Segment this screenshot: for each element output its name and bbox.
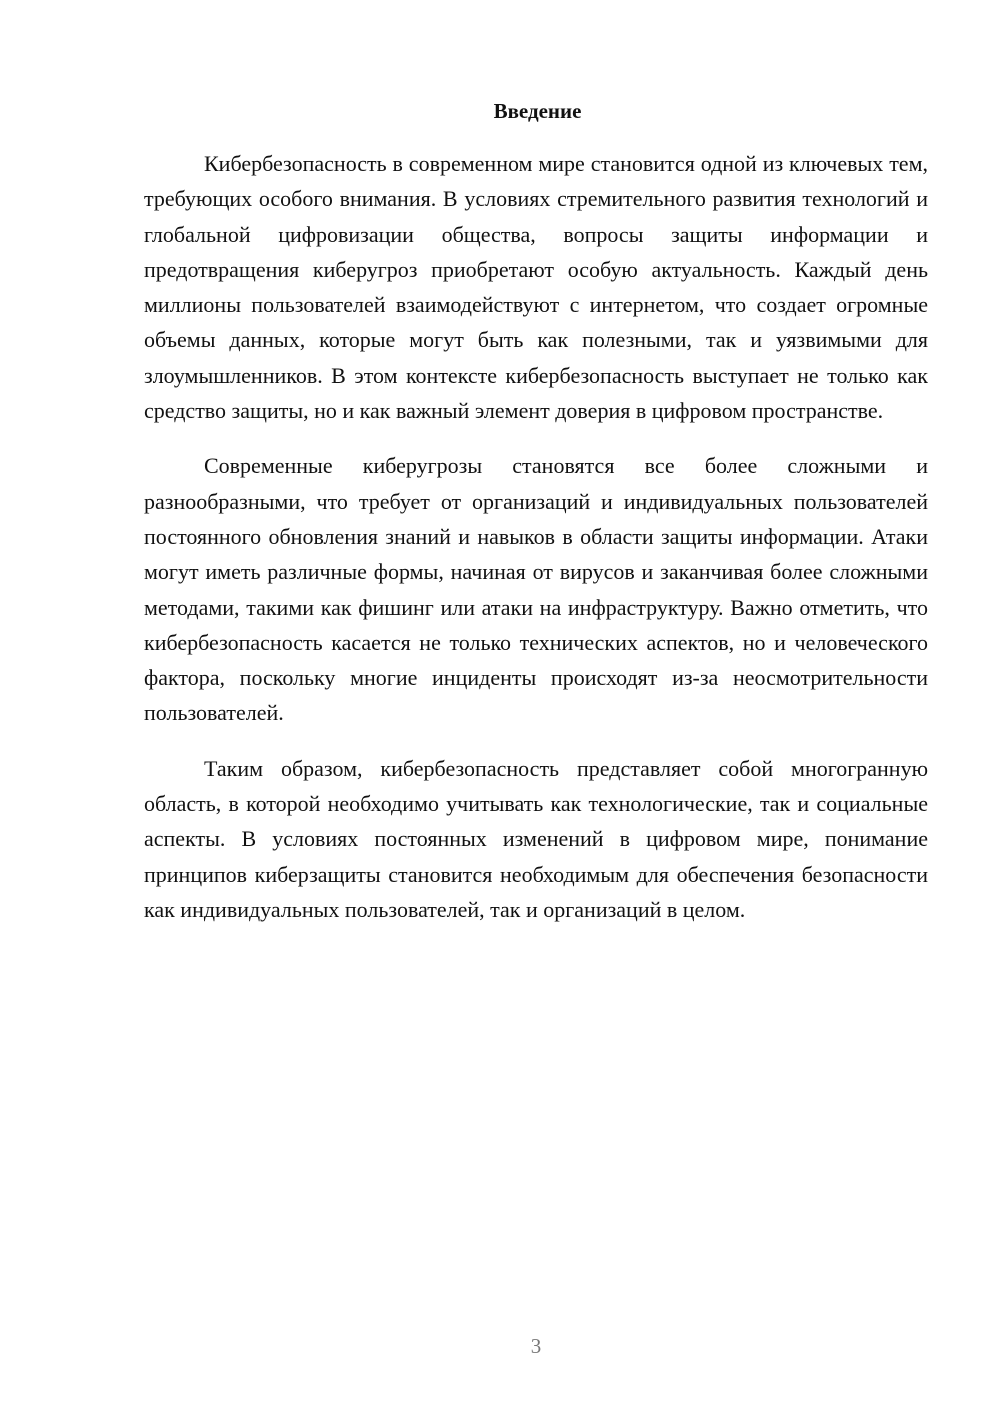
section-title: Введение <box>493 99 582 123</box>
paragraph-2: Современные киберугрозы становятся все более сложными и разнообразными, что требует от организаций и индивидуальных пользователей постоянного обновления знаний и навыков в области защиты информации. Атаки могут иметь различные формы, начиная от вирусов и заканчивая более сложными методами, такими как фишинг или атаки на инфраструктуру. Важно отметить, что кибербезопасность касается не только технических аспектов, но и человеческого фактора, поскольку многие инциденты происходят из-за неосмотрительности пользователей. <box>144 453 928 726</box>
page-content <box>144 96 928 947</box>
paragraph-3: Таким образом, кибербезопасность представляет собой многогранную область, в которой необходимо учитывать как технологические, так и социальные аспекты. В условиях постоянных изменений в цифровом мире, понимание принципов киберзащиты становится необходимым для обеспечения безопасности как индивидуальных пользователей, так и организаций в целом. <box>144 755 928 922</box>
paragraph-1: Кибербезопасность в современном мире становится одной из ключевых тем, требующих особого внимания. В условиях стремительного развития технологий и глобальной цифровизации общества, вопросы защиты информации и предотвращения киберугроз приобретают особую актуальность. Каждый день миллионы пользователей взаимодействуют с интернетом, что создает огромные объемы данных, которые могут быть как полезными, так и уязвимыми для злоумышленников. В этом контексте кибербезопасность выступает не только как средство защиты, но и как важный элемент доверия в цифровом пространстве. <box>144 151 928 424</box>
page-number: 3 <box>530 1334 542 1358</box>
